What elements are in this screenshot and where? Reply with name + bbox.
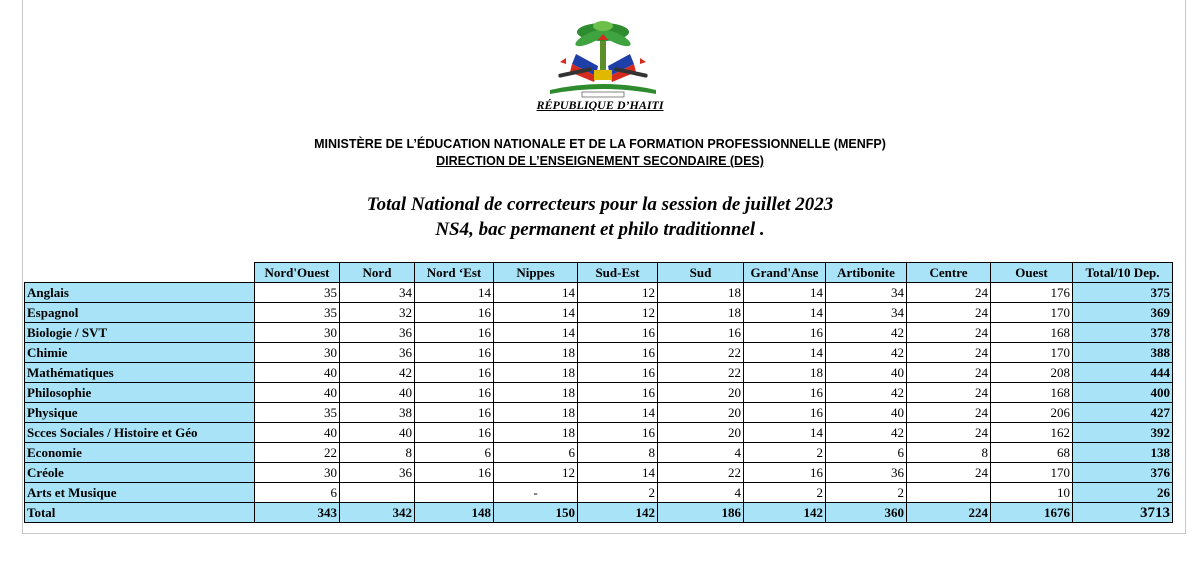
value-cell: 6 [826, 443, 907, 463]
value-cell: 18 [494, 423, 578, 443]
column-total-cell: 142 [744, 503, 826, 523]
value-cell: 206 [991, 403, 1073, 423]
column-header: Nippes [494, 263, 578, 283]
value-cell: 170 [991, 303, 1073, 323]
grand-total-cell: 3713 [1073, 503, 1173, 523]
value-cell: 30 [255, 343, 340, 363]
value-cell: 6 [415, 443, 494, 463]
direction-heading: DIRECTION DE L’ENSEIGNEMENT SECONDAIRE (DES) [436, 154, 764, 168]
value-cell: 40 [340, 383, 415, 403]
value-cell: 20 [658, 423, 744, 443]
value-cell: 24 [907, 303, 991, 323]
table-body [25, 283, 1173, 523]
value-cell: 208 [991, 363, 1073, 383]
value-cell: 2 [826, 483, 907, 503]
value-cell: 176 [991, 283, 1073, 303]
subject-label: Chimie [25, 343, 255, 363]
value-cell: 14 [578, 463, 658, 483]
value-cell: 42 [340, 363, 415, 383]
value-cell [415, 483, 494, 503]
value-cell: 40 [255, 423, 340, 443]
value-cell: 30 [255, 323, 340, 343]
value-cell: 16 [415, 303, 494, 323]
row-total-cell: 376 [1073, 463, 1173, 483]
value-cell: 24 [907, 423, 991, 443]
page-frame-left [22, 0, 23, 534]
value-cell: 6 [494, 443, 578, 463]
value-cell: 16 [415, 363, 494, 383]
value-cell: 16 [744, 463, 826, 483]
column-total-cell: 342 [340, 503, 415, 523]
subject-label: Biologie / SVT [25, 323, 255, 343]
value-cell: 16 [578, 363, 658, 383]
row-total-cell: 375 [1073, 283, 1173, 303]
value-cell: 35 [255, 403, 340, 423]
value-cell: 170 [991, 463, 1073, 483]
value-cell: 36 [340, 343, 415, 363]
row-total-cell: 392 [1073, 423, 1173, 443]
value-cell: 14 [494, 283, 578, 303]
column-total-cell: 224 [907, 503, 991, 523]
value-cell: 12 [578, 283, 658, 303]
column-header-total: Total/10 Dep. [1073, 263, 1173, 283]
page-frame-right [1185, 0, 1186, 534]
value-cell: 8 [907, 443, 991, 463]
value-cell: 24 [907, 463, 991, 483]
column-total-cell: 360 [826, 503, 907, 523]
row-total-cell: 400 [1073, 383, 1173, 403]
correcteurs-table [24, 262, 1173, 523]
column-header: Nord'Ouest [255, 263, 340, 283]
column-header: Grand'Anse [744, 263, 826, 283]
table-row [25, 383, 1173, 403]
value-cell: 22 [255, 443, 340, 463]
value-cell: 22 [658, 343, 744, 363]
table-row [25, 423, 1173, 443]
value-cell: 24 [907, 363, 991, 383]
value-cell: 168 [991, 323, 1073, 343]
value-cell: 14 [578, 403, 658, 423]
value-cell: 4 [658, 483, 744, 503]
row-total-cell: 26 [1073, 483, 1173, 503]
value-cell: 162 [991, 423, 1073, 443]
value-cell: 16 [415, 403, 494, 423]
table-header-row [25, 263, 1173, 283]
subject-label: Mathématiques [25, 363, 255, 383]
value-cell: 68 [991, 443, 1073, 463]
value-cell: 32 [340, 303, 415, 323]
header-corner-cell [25, 263, 255, 283]
value-cell: 16 [578, 343, 658, 363]
haiti-coat-of-arms-emblem [528, 18, 678, 100]
value-cell: 20 [658, 403, 744, 423]
subject-label: Scces Sociales / Histoire et Géo [25, 423, 255, 443]
table-row [25, 303, 1173, 323]
value-cell: 8 [340, 443, 415, 463]
value-cell: 14 [494, 323, 578, 343]
value-cell: 18 [658, 283, 744, 303]
page-frame-bottom [22, 533, 1186, 534]
subject-label: Philosophie [25, 383, 255, 403]
value-cell: 16 [578, 323, 658, 343]
value-cell: 18 [494, 403, 578, 423]
value-cell: - [494, 483, 578, 503]
value-cell: 2 [578, 483, 658, 503]
value-cell: 168 [991, 383, 1073, 403]
value-cell: 42 [826, 383, 907, 403]
value-cell: 170 [991, 343, 1073, 363]
value-cell: 2 [744, 443, 826, 463]
value-cell: 24 [907, 343, 991, 363]
ministry-heading: MINISTÈRE DE L’ÉDUCATION NATIONALE ET DE LA FORMATION PROFESSIONNELLE (MENFP) [314, 137, 886, 151]
value-cell: 12 [494, 463, 578, 483]
column-header: Sud-Est [578, 263, 658, 283]
value-cell: 24 [907, 283, 991, 303]
value-cell: 8 [578, 443, 658, 463]
value-cell: 38 [340, 403, 415, 423]
value-cell: 35 [255, 303, 340, 323]
column-total-cell: 142 [578, 503, 658, 523]
value-cell: 42 [826, 343, 907, 363]
column-header: Sud [658, 263, 744, 283]
value-cell: 36 [340, 463, 415, 483]
value-cell: 18 [494, 363, 578, 383]
column-total-cell: 1676 [991, 503, 1073, 523]
total-label: Total [25, 503, 255, 523]
value-cell: 16 [744, 403, 826, 423]
subject-label: Espagnol [25, 303, 255, 323]
table-total-row [25, 503, 1173, 523]
value-cell: 34 [826, 303, 907, 323]
document-title: Total National de correcteurs pour la session de juillet 2023 [366, 194, 834, 215]
table-row [25, 343, 1173, 363]
subject-label: Créole [25, 463, 255, 483]
column-header: Artibonite [826, 263, 907, 283]
value-cell: 18 [658, 303, 744, 323]
row-total-cell: 378 [1073, 323, 1173, 343]
row-total-cell: 427 [1073, 403, 1173, 423]
value-cell: 16 [415, 323, 494, 343]
value-cell: 10 [991, 483, 1073, 503]
column-total-cell: 343 [255, 503, 340, 523]
value-cell [340, 483, 415, 503]
value-cell: 34 [826, 283, 907, 303]
column-header: Nord ‘Est [415, 263, 494, 283]
value-cell: 6 [255, 483, 340, 503]
value-cell: 24 [907, 323, 991, 343]
subject-label: Arts et Musique [25, 483, 255, 503]
value-cell: 42 [826, 323, 907, 343]
value-cell: 14 [415, 283, 494, 303]
subject-label: Anglais [25, 283, 255, 303]
value-cell: 30 [255, 463, 340, 483]
value-cell: 14 [744, 283, 826, 303]
value-cell: 16 [744, 383, 826, 403]
value-cell: 36 [340, 323, 415, 343]
value-cell: 14 [744, 423, 826, 443]
republic-heading: RÉPUBLIQUE D’HAITI [536, 98, 664, 112]
column-total-cell: 148 [415, 503, 494, 523]
value-cell: 40 [255, 383, 340, 403]
table-row [25, 363, 1173, 383]
value-cell: 14 [744, 343, 826, 363]
value-cell: 16 [578, 383, 658, 403]
value-cell: 40 [255, 363, 340, 383]
table-row [25, 463, 1173, 483]
table-row [25, 443, 1173, 463]
value-cell: 22 [658, 363, 744, 383]
document-subtitle: NS4, bac permanent et philo traditionnel . [435, 219, 765, 240]
value-cell: 4 [658, 443, 744, 463]
value-cell: 14 [494, 303, 578, 323]
value-cell: 36 [826, 463, 907, 483]
value-cell: 16 [415, 383, 494, 403]
column-total-cell: 150 [494, 503, 578, 523]
value-cell: 22 [658, 463, 744, 483]
table-row [25, 283, 1173, 303]
value-cell: 20 [658, 383, 744, 403]
value-cell: 16 [415, 463, 494, 483]
value-cell: 16 [415, 423, 494, 443]
column-header: Centre [907, 263, 991, 283]
column-total-cell: 186 [658, 503, 744, 523]
row-total-cell: 369 [1073, 303, 1173, 323]
value-cell: 16 [578, 423, 658, 443]
value-cell: 18 [494, 343, 578, 363]
subject-label: Economie [25, 443, 255, 463]
value-cell: 16 [415, 343, 494, 363]
row-total-cell: 444 [1073, 363, 1173, 383]
table-row [25, 483, 1173, 503]
value-cell: 18 [494, 383, 578, 403]
value-cell: 16 [744, 323, 826, 343]
value-cell: 14 [744, 303, 826, 323]
value-cell: 40 [340, 423, 415, 443]
value-cell: 34 [340, 283, 415, 303]
table-row [25, 403, 1173, 423]
value-cell: 24 [907, 403, 991, 423]
value-cell: 12 [578, 303, 658, 323]
value-cell: 24 [907, 383, 991, 403]
row-total-cell: 388 [1073, 343, 1173, 363]
value-cell [907, 483, 991, 503]
column-header: Ouest [991, 263, 1073, 283]
value-cell: 40 [826, 403, 907, 423]
value-cell: 16 [658, 323, 744, 343]
value-cell: 42 [826, 423, 907, 443]
row-total-cell: 138 [1073, 443, 1173, 463]
column-header: Nord [340, 263, 415, 283]
table-row [25, 323, 1173, 343]
subject-label: Physique [25, 403, 255, 423]
value-cell: 35 [255, 283, 340, 303]
value-cell: 2 [744, 483, 826, 503]
value-cell: 40 [826, 363, 907, 383]
value-cell: 18 [744, 363, 826, 383]
